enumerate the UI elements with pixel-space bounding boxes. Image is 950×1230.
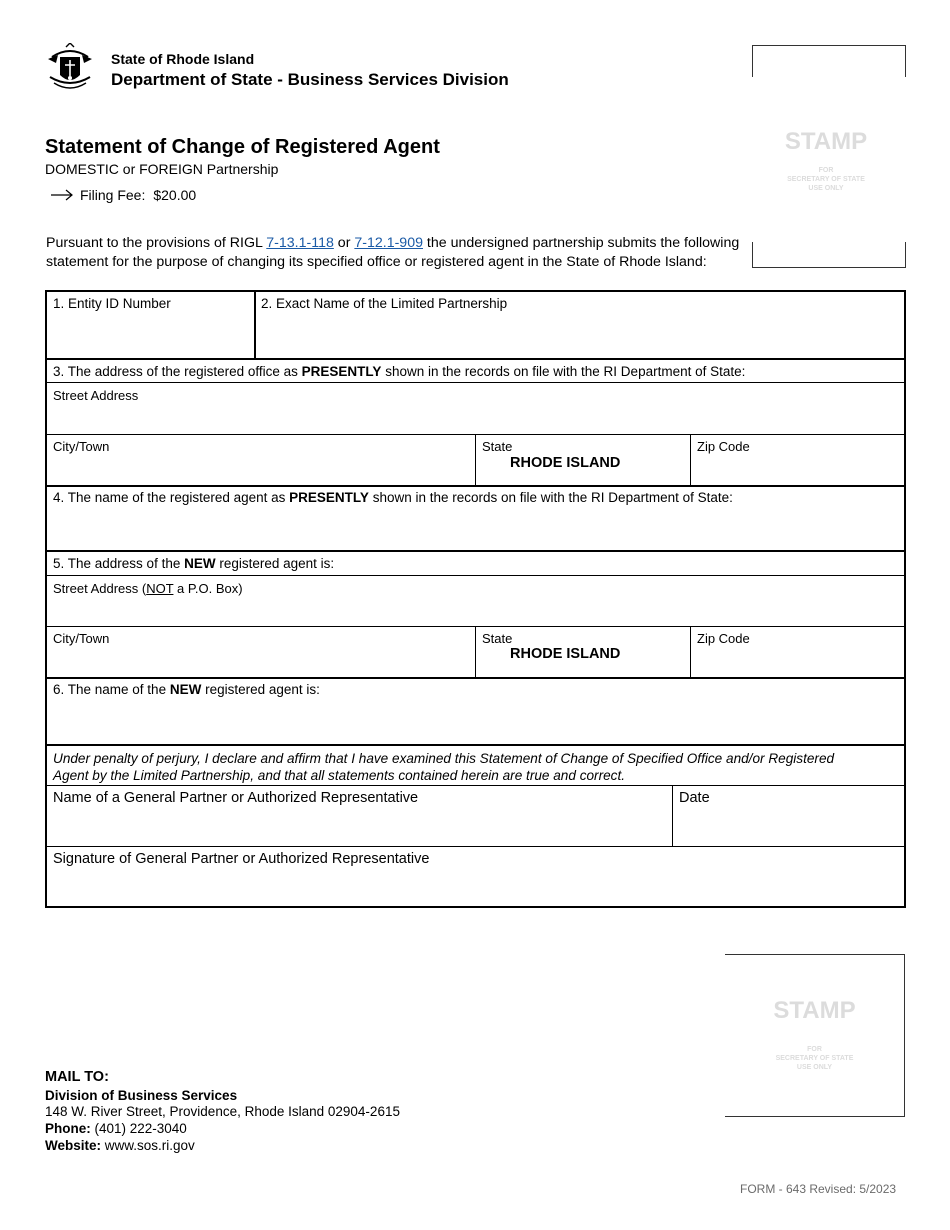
- new-zip-code-label: Zip Code: [697, 631, 750, 646]
- state-label: State: [482, 439, 513, 454]
- form-title: Statement of Change of Registered Agent: [45, 136, 440, 158]
- mail-address: 148 W. River Street, Providence, Rhode Island 02904-2615: [45, 1104, 400, 1119]
- new-street-emphasis: NOT: [146, 581, 174, 596]
- mail-division: Division of Business Services: [45, 1088, 238, 1103]
- signature-input[interactable]: [49, 870, 901, 904]
- stamp-note: [752, 166, 900, 193]
- section-6-text-end: registered agent is:: [201, 682, 320, 697]
- present-agent-name-input[interactable]: [49, 510, 901, 546]
- stamp-box-top: [752, 45, 906, 77]
- partner-name-input[interactable]: [49, 810, 669, 842]
- section-6-text: 6. The name of the: [53, 682, 170, 697]
- zip-code-label: Zip Code: [697, 439, 750, 454]
- entity-id-label: 1. Entity ID Number: [53, 296, 171, 311]
- phone-value: (401) 222-3040: [90, 1121, 187, 1136]
- stamp2-note-line1: FOR: [807, 1046, 822, 1053]
- phone-label: Phone:: [45, 1121, 91, 1136]
- new-agent-name-input[interactable]: [49, 702, 901, 740]
- stamp-box-bottom: [752, 242, 906, 268]
- section-4-emphasis: PRESENTLY: [289, 490, 369, 505]
- mail-to-heading: MAIL TO:: [45, 1069, 109, 1085]
- state-seal-icon: [44, 43, 96, 93]
- registered-office-street-input[interactable]: [49, 404, 901, 432]
- section-4-label: [53, 490, 733, 505]
- new-street-text: Street Address (: [53, 581, 147, 596]
- city-town-label: City/Town: [53, 439, 110, 454]
- stamp2-note-line2: SECRETARY OF STATE: [775, 1055, 854, 1062]
- intro-suffix: the undersigned partnership submits the following statement for the purpose of changing its specified office or registered agent in the State of Rhode Island:: [46, 235, 740, 270]
- street-address-label: Street Address: [53, 388, 139, 403]
- stamp2-note-line3: USE ONLY: [796, 1064, 833, 1071]
- section-4-text: 4. The name of the registered agent as: [53, 490, 290, 505]
- stamp-note-2: [725, 1045, 904, 1072]
- new-state-label: State: [482, 631, 513, 646]
- form-revision-footer: FORM - 643 Revised: 5/2023: [740, 1182, 897, 1196]
- intro-prefix: Pursuant to the provisions of RIGL: [46, 235, 267, 251]
- new-street-text-end: a P.O. Box): [173, 581, 243, 596]
- stamp-box-bottom-area: [725, 954, 905, 1117]
- section-3-label: [53, 364, 745, 379]
- registered-office-zip-input[interactable]: [693, 455, 901, 483]
- section-6-emphasis: NEW: [169, 682, 202, 697]
- section-5-text-end: registered agent is:: [215, 556, 335, 571]
- registered-agent-form: [45, 290, 906, 908]
- form-subtitle: DOMESTIC or FOREIGN Partnership: [45, 161, 279, 177]
- stamp-note-line1: FOR: [818, 167, 834, 174]
- section-4-text-end: shown in the records on file with the RI Department of State:: [368, 490, 733, 505]
- section-5-label: [53, 556, 334, 571]
- stamp-label: STAMP: [784, 128, 868, 155]
- state-name: State of Rhode Island: [111, 51, 255, 67]
- section-5-emphasis: NEW: [184, 556, 216, 571]
- new-city-town-label: City/Town: [53, 631, 110, 646]
- filing-fee: [50, 187, 196, 203]
- stamp-note-line2: SECRETARY OF STATE: [787, 176, 865, 183]
- section-3-emphasis: PRESENTLY: [301, 364, 382, 379]
- intro-paragraph: [46, 234, 746, 272]
- filing-fee-amount: $20.00: [153, 187, 197, 203]
- state-value: RHODE ISLAND: [510, 455, 621, 471]
- date-input[interactable]: [677, 810, 901, 842]
- section-3-text: 3. The address of the registered office as: [53, 364, 302, 379]
- stamp-label-2: STAMP: [773, 997, 856, 1024]
- exact-name-label: 2. Exact Name of the Limited Partnership: [261, 296, 508, 311]
- registered-office-city-input[interactable]: [49, 455, 473, 483]
- mail-phone: [45, 1121, 187, 1136]
- section-3-text-end: shown in the records on file with the RI Department of State:: [381, 364, 746, 379]
- date-label: Date: [679, 790, 710, 806]
- new-agent-city-input[interactable]: [49, 647, 473, 675]
- department-name: Department of State - Business Services Division: [111, 70, 509, 89]
- entity-id-input[interactable]: [49, 314, 251, 354]
- section-6-label: [53, 682, 320, 697]
- rigl-link-7-12-1-909[interactable]: 7-12.1-909: [354, 235, 423, 251]
- new-street-address-label: [53, 581, 243, 596]
- new-agent-street-input[interactable]: [49, 597, 901, 624]
- website-value: www.sos.ri.gov: [101, 1138, 195, 1153]
- arrow-right-icon: [50, 189, 74, 201]
- filing-fee-label: Filing Fee:: [80, 187, 146, 203]
- new-agent-zip-input[interactable]: [693, 647, 901, 675]
- mail-website: [45, 1138, 195, 1153]
- exact-name-input[interactable]: [259, 314, 899, 354]
- signature-label: Signature of General Partner or Authorized Representative: [53, 851, 430, 867]
- perjury-declaration: Under penalty of perjury, I declare and affirm that I have examined this Statement of Change of Specified Office and/or Registered Agent by the Limited Partnership, and that all statements contained herein are true and correct.: [53, 751, 835, 783]
- partner-name-label: Name of a General Partner or Authorized Representative: [53, 790, 419, 806]
- rigl-link-7-13-1-118[interactable]: 7-13.1-118: [266, 235, 334, 251]
- intro-mid: or: [333, 235, 355, 251]
- stamp-note-line3: USE ONLY: [808, 185, 844, 192]
- new-state-value: RHODE ISLAND: [510, 646, 621, 662]
- section-5-text: 5. The address of the: [53, 556, 185, 571]
- website-label: Website:: [45, 1138, 102, 1153]
